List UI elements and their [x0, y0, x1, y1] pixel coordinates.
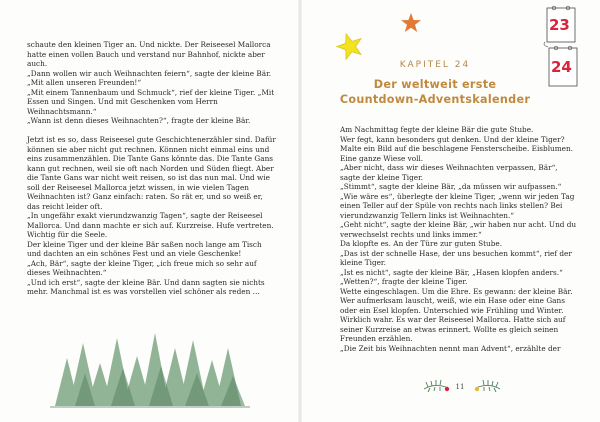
paragraph: „Mit allen unseren Freunden!“	[27, 78, 142, 87]
paragraph: „Wetten?“, fragte der kleine Tiger.	[340, 277, 468, 286]
page-number: 11	[455, 383, 465, 391]
orange-star-icon	[400, 12, 422, 34]
paragraph: „In ungefähr exakt vierundzwanzig Tagen“, sagte der Reiseesel Mallorca. Und dann machte er sich auf. Kurzreise. Hufe vertreten. Wichtig für die Seele.	[27, 211, 274, 239]
paragraph: „Das ist der schnelle Hase, der uns besuchen kommt“, rief der kleine Tiger.	[340, 248, 572, 267]
yellow-star-icon	[336, 32, 364, 60]
paragraph: „Wie wäre es“, überlegte der kleine Tiger, „wenn wir jeden Tag einen Teller auf der Spüle von rechts nach links stellen? Bei vierundzwanzig Tellern links ist Weihnachten.“	[340, 191, 575, 220]
chapter-label: KAPITEL 24	[399, 60, 471, 70]
paragraph: „Und ich erst“, sagte der kleine Bär. Und dann sagten sie nichts mehr. Manchmal ist es was vorstellen viel schöner als reden …	[27, 277, 265, 296]
paragraph: „Dann wollen wir auch Weihnachten feiern“, sagte der kleine Bär.	[27, 68, 272, 78]
paragraph: schaute den kleinen Tiger an. Und nickte. Der Reiseesel Mallorca hatte einen vollen Bauch und verstand nur Bahnhof, nickte aber auch.	[27, 40, 271, 68]
paragraph: „Mit einem Tannenbaum und Schmuck“, rief der kleine Tiger. „Mit Essen und Singen. Und mit Geschenken vom Herrn Weihnachtsmann.“	[27, 87, 275, 116]
chapter-title-line-2: Countdown-Adventskalender	[339, 93, 531, 106]
forest-illustration	[45, 318, 255, 413]
paragraph: „Wann ist denn dieses Weihnachten?“, fragte der kleine Bär.	[27, 116, 251, 125]
right-page-text	[340, 125, 578, 353]
chapter-title	[315, 77, 555, 107]
calendar-number-24: 24	[551, 58, 572, 76]
paragraph: Da klopfte es. An der Türe zur guten Stube.	[340, 239, 503, 248]
paragraph: Jetzt ist es so, dass Reiseesel gute Geschichtenerzähler sind. Dafür können sie aber nicht gut rechnen. Können nicht einmal eins und eins zusammenzählen. Die Tante Gans könnte das. Die Tante Gans kann gut rechnen, weil sie oft nach Norden und Süden fliegt. Aber die Tante Gans war nicht weit reisen, so ist das nun mal. Und wie soll der Reiseesel Mallorca jetzt wissen, in wie vielen Tagen Weihnachten ist? Ganz einfach: raten. So rät er, und so weiß er, das reicht leider oft.	[27, 135, 276, 211]
calendar-number-23: 23	[549, 16, 570, 34]
chapter-title-line-1: Der weltweit erste	[373, 78, 497, 91]
right-page	[300, 0, 600, 422]
paragraph: „Die Zeit bis Weihnachten nennt man Advent“, erzählte der	[340, 343, 561, 353]
paragraph: „Aber nicht, dass wir dieses Weihnachten verpassen, Bär“, sagte der kleine Tiger.	[340, 163, 558, 182]
paragraph: „Stimmt“, sagte der kleine Bär, „da müssen wir aufpassen.“	[340, 182, 562, 191]
left-page-text	[27, 40, 277, 297]
paragraph: „Ach, Bär“, sagte der kleine Tiger, „ich freue mich so sehr auf dieses Weihnachten.“	[27, 258, 257, 277]
paragraph: „Geht nicht“, sagte der kleine Bär, „wir haben nur acht. Und du verwechselst rechts und links immer.“	[340, 220, 577, 239]
paragraph: Der kleine Tiger und der kleine Bär saßen noch lange am Tisch und dachten an ein schönes Fest und an viele Geschenke!	[27, 239, 262, 258]
paragraph: Am Nachmittag fegte der kleine Bär die gute Stube.	[340, 125, 534, 134]
paragraph: Wer fegt, kann besonders gut denken. Und der kleine Tiger? Malte ein Bild auf die beschlagene Fensterscheibe. Eisblumen. Eine ganze Wiese voll.	[340, 134, 574, 163]
paragraph: „Ist es nicht“, sagte der kleine Bär, „Hasen klopfen anders.“	[340, 267, 563, 277]
paragraph: Wette eingeschlagen. Um die Ehre. Es gewann: der kleine Bär. Wer aufmerksam lauscht, weiß, wie ein Hase oder eine Gans oder ein Esel klopfen. Unterschied wie Frühling und Winter. Wirklich wahr. Es war der Reiseesel Mallorca. Hatte sich auf seiner Kurzreise an etwas erinnert. Wollte es gleich seinen Freunden erzählen.	[340, 286, 573, 343]
